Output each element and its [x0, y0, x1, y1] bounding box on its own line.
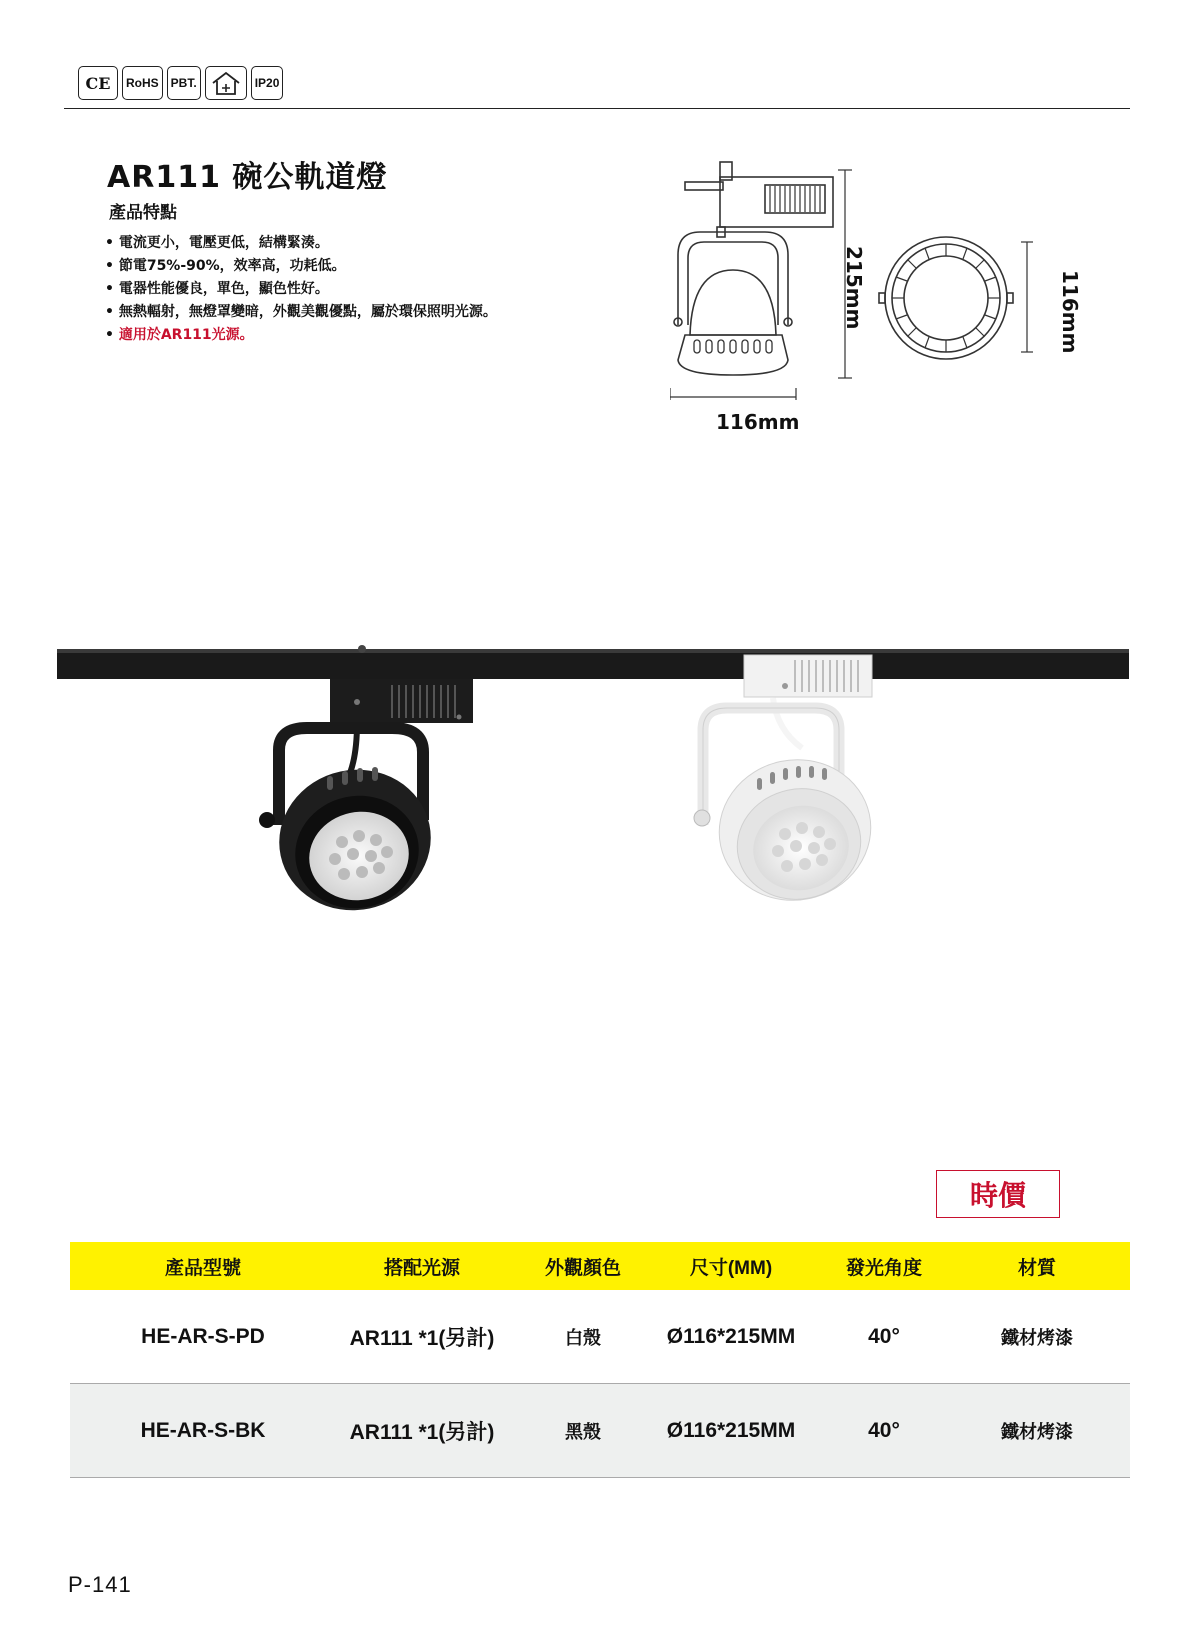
table-header — [70, 1242, 1130, 1290]
header-light-source: 搭配光源 — [383, 1257, 460, 1279]
header-beam-angle: 發光角度 — [845, 1257, 922, 1279]
ip20-mark: IP20 — [251, 66, 284, 100]
header-divider — [64, 108, 1130, 109]
cell-size: Ø116*215MM — [666, 1418, 796, 1442]
width-dimension-label: 116mm — [716, 410, 800, 434]
certification-badges — [78, 66, 283, 100]
cell-material: 鐵材烤漆 — [1001, 1327, 1073, 1348]
black-fixture — [259, 679, 473, 924]
header-color: 外觀顏色 — [544, 1257, 621, 1279]
height-dimension-label: 215mm — [842, 246, 866, 330]
feature-item: • 電流更小，電壓更低，結構緊湊。 — [105, 232, 497, 255]
diameter-dimension-label: 116mm — [1058, 270, 1082, 354]
cell-color: 白殼 — [565, 1327, 601, 1348]
dimension-drawing — [670, 160, 1090, 400]
spec-table — [70, 1242, 1130, 1478]
features-heading: 產品特點 — [109, 203, 177, 223]
rohs-mark: RoHS — [122, 66, 163, 100]
track-rail — [57, 649, 1129, 679]
feature-item: • 電器性能優良，單色，顯色性好。 — [105, 278, 497, 301]
page-number: P-141 — [68, 1572, 132, 1597]
table-row — [70, 1384, 1130, 1478]
feature-list — [105, 232, 497, 347]
cell-light-source: AR111 *1(另計) — [349, 1326, 495, 1350]
feature-item: • 節電75%-90%，效率高，功耗低。 — [105, 255, 497, 278]
cell-model: HE-AR-S-BK — [140, 1418, 266, 1442]
cell-color: 黑殼 — [565, 1421, 601, 1442]
white-fixture — [694, 655, 884, 914]
table-row — [70, 1290, 1130, 1384]
cell-size: Ø116*215MM — [666, 1324, 796, 1348]
cell-model: HE-AR-S-PD — [141, 1324, 265, 1348]
cell-beam-angle: 40° — [868, 1324, 900, 1348]
cell-light-source: AR111 *1(另計) — [349, 1420, 495, 1444]
cell-material: 鐵材烤漆 — [1001, 1421, 1073, 1442]
header-model: 產品型號 — [164, 1257, 241, 1279]
product-title: AR111 碗公軌道燈 — [107, 160, 388, 195]
home-icon — [205, 66, 247, 100]
header-size: 尺寸(MM) — [689, 1257, 773, 1279]
product-photo — [57, 630, 1129, 930]
header-material: 材質 — [1017, 1257, 1056, 1279]
price-label: 時價 — [936, 1170, 1060, 1218]
feature-item: • 無熱輻射，無燈罩變暗，外觀美觀優點，屬於環保照明光源。 — [105, 301, 497, 324]
feature-item-highlight: • 適用於AR111光源。 — [105, 324, 497, 347]
cell-beam-angle: 40° — [868, 1418, 900, 1442]
pbt-mark: PBT. — [167, 66, 201, 100]
ce-mark: CE — [78, 66, 118, 100]
